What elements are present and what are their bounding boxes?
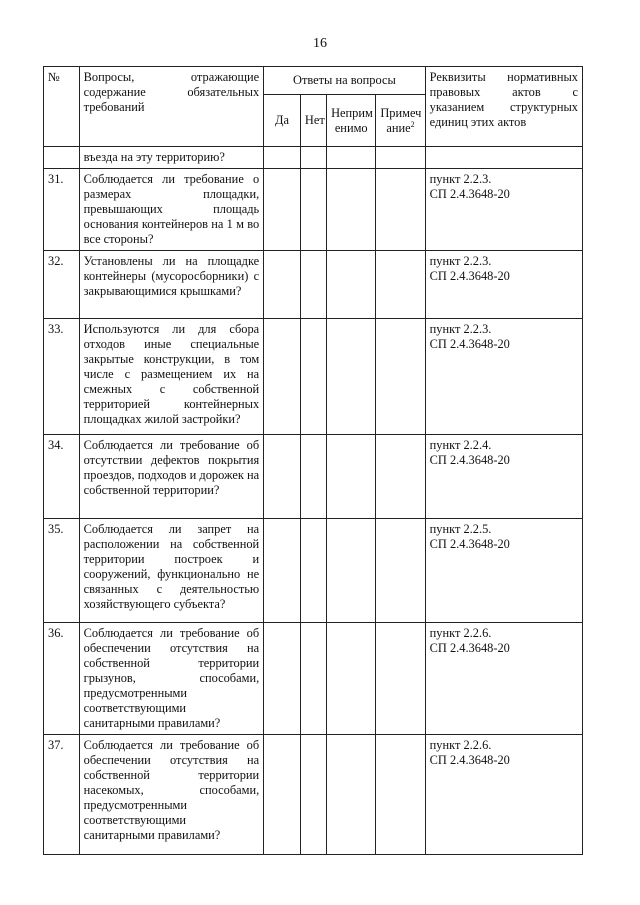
table-row <box>44 435 583 519</box>
answer-yes-cell[interactable] <box>264 519 301 623</box>
answer-yes-cell[interactable] <box>264 169 301 251</box>
row-question: Соблюдается ли требование об обеспечении отсутствия на собственной территории грызунов, способами, предусмотренными соответствующими санитарными правилами? <box>79 623 264 735</box>
answer-no-cell[interactable] <box>300 435 326 519</box>
answer-no-cell[interactable] <box>300 735 326 855</box>
row-reference: пункт 2.2.6. СП 2.4.3648-20 <box>425 735 582 855</box>
header-no: Нет <box>300 95 326 147</box>
row-reference: пункт 2.2.5. СП 2.4.3648-20 <box>425 519 582 623</box>
header-answers: Ответы на вопросы <box>264 67 425 95</box>
answer-no-cell[interactable] <box>300 147 326 169</box>
answer-not-applicable-cell[interactable] <box>327 519 376 623</box>
table-row <box>44 147 583 169</box>
answer-not-applicable-cell[interactable] <box>327 251 376 319</box>
header-note <box>376 95 425 147</box>
header-reference: Реквизиты нормативных правовых актов с указанием структурных единиц этих актов <box>425 67 582 147</box>
page-number: 16 <box>313 36 327 51</box>
answer-yes-cell[interactable] <box>264 251 301 319</box>
header-yes: Да <box>264 95 301 147</box>
row-reference: пункт 2.2.6. СП 2.4.3648-20 <box>425 623 582 735</box>
row-question: Соблюдается ли требование об обеспечении отсутствия на собственной территории насекомых, способами, предусмотренными соответствующими санитарными правилами? <box>79 735 264 855</box>
answer-no-cell[interactable] <box>300 519 326 623</box>
answer-no-cell[interactable] <box>300 623 326 735</box>
row-reference: пункт 2.2.4. СП 2.4.3648-20 <box>425 435 582 519</box>
answer-note-cell[interactable] <box>376 251 425 319</box>
row-number: 37. <box>44 735 80 855</box>
table-row <box>44 735 583 855</box>
table-row <box>44 251 583 319</box>
row-question: въезда на эту территорию? <box>79 147 264 169</box>
answer-not-applicable-cell[interactable] <box>327 623 376 735</box>
row-reference <box>425 147 582 169</box>
answer-yes-cell[interactable] <box>264 735 301 855</box>
answer-note-cell[interactable] <box>376 319 425 435</box>
answer-note-cell[interactable] <box>376 435 425 519</box>
header-not-applicable: Неприм енимо <box>327 95 376 147</box>
table-row <box>44 623 583 735</box>
answer-not-applicable-cell[interactable] <box>327 147 376 169</box>
row-number: 33. <box>44 319 80 435</box>
answer-not-applicable-cell[interactable] <box>327 435 376 519</box>
answer-note-cell[interactable] <box>376 169 425 251</box>
table-row <box>44 319 583 435</box>
answer-yes-cell[interactable] <box>264 319 301 435</box>
answer-note-cell[interactable] <box>376 519 425 623</box>
header-note-text: Примеч ание <box>380 105 422 135</box>
row-reference: пункт 2.2.3. СП 2.4.3648-20 <box>425 319 582 435</box>
answer-not-applicable-cell[interactable] <box>327 169 376 251</box>
answer-yes-cell[interactable] <box>264 623 301 735</box>
row-number: 36. <box>44 623 80 735</box>
answer-note-cell[interactable] <box>376 147 425 169</box>
row-question: Соблюдается ли запрет на расположении на собственной территории построек и сооружений, функционально не связанных с деятельностью хозяйствующего субъекта? <box>79 519 264 623</box>
row-question: Установлены ли на площадке контейнеры (мусоросборники) с закрывающимися крышками? <box>79 251 264 319</box>
answer-yes-cell[interactable] <box>264 435 301 519</box>
row-number: 31. <box>44 169 80 251</box>
answer-note-cell[interactable] <box>376 735 425 855</box>
row-question: Используются ли для сбора отходов иные специальные закрытые конструкции, в том числе с размещением их на смежных с собственной территорией контейнерных площадках жилой застройки? <box>79 319 264 435</box>
row-reference: пункт 2.2.3. СП 2.4.3648-20 <box>425 251 582 319</box>
answer-not-applicable-cell[interactable] <box>327 319 376 435</box>
header-note-footnote: 2 <box>410 119 415 129</box>
table-row <box>44 519 583 623</box>
header-question: Вопросы, отражающие содержание обязательных требований <box>79 67 264 147</box>
row-number: 34. <box>44 435 80 519</box>
row-number: 32. <box>44 251 80 319</box>
answer-no-cell[interactable] <box>300 251 326 319</box>
answer-not-applicable-cell[interactable] <box>327 735 376 855</box>
row-number: 35. <box>44 519 80 623</box>
answer-note-cell[interactable] <box>376 623 425 735</box>
checklist-table <box>43 66 583 855</box>
row-number <box>44 147 80 169</box>
row-reference: пункт 2.2.3. СП 2.4.3648-20 <box>425 169 582 251</box>
row-question: Соблюдается ли требование об отсутствии дефектов покрытия проездов, подходов и дорожек на собственной территории? <box>79 435 264 519</box>
table-row <box>44 169 583 251</box>
answer-no-cell[interactable] <box>300 169 326 251</box>
answer-no-cell[interactable] <box>300 319 326 435</box>
header-number: № <box>44 67 80 147</box>
answer-yes-cell[interactable] <box>264 147 301 169</box>
row-question: Соблюдается ли требование о размерах площадки, превышающих площадь основания контейнеров на 1 м во все стороны? <box>79 169 264 251</box>
